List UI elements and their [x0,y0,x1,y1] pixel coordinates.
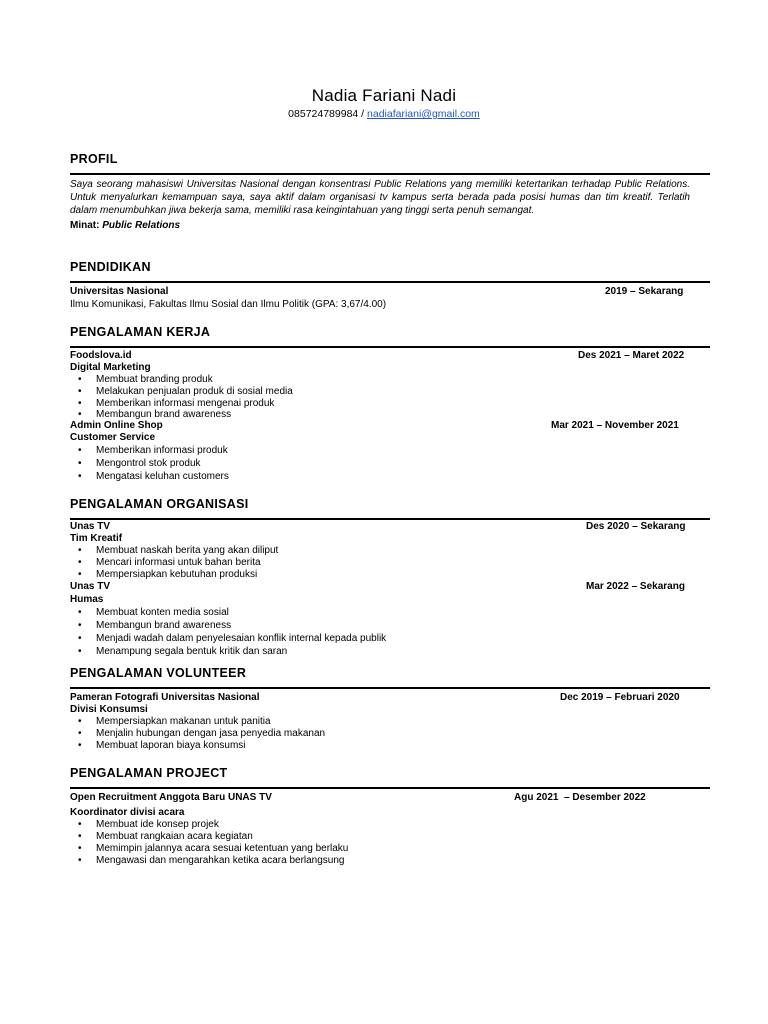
org-role: Tim Kreatif [70,533,123,544]
list-item: • Membangun brand awareness [70,619,710,632]
list-item: • Membuat ide konsep projek [70,819,710,831]
list-item: • Mengontrol stok produk [70,457,710,470]
work-duties-list [70,374,710,420]
org-duties-list [70,606,710,658]
project-entry-header [70,792,710,804]
education-detail: Ilmu Komunikasi, Fakultas Ilmu Sosial dan Ilmu Politik (GPA: 3,67/4.00) [70,299,387,310]
list-item: • Membuat rangkaian acara kegiatan [70,831,710,843]
work-organization: Admin Online Shop [70,420,163,431]
list-item: • Mempersiapkan kebutuhan produksi [70,569,710,581]
volunteer-duties-list [70,716,710,752]
volunteer-entry-header [70,692,710,704]
section-volunteer [70,666,710,752]
phone-number: 085724789984 [288,108,359,120]
volunteer-role: Divisi Konsumsi [70,704,148,715]
org-role: Humas [70,594,104,605]
education-row [70,286,710,298]
volunteer-period: Dec 2019 – Februari 2020 [560,692,680,703]
project-role: Koordinator divisi acara [70,807,185,818]
education-institution: Universitas Nasional [70,286,169,297]
section-title-kerja: PENGALAMAN KERJA [70,325,710,348]
applicant-name: Nadia Fariani Nadi [311,86,457,105]
email-link[interactable]: nadiafariani@gmail.com [367,108,480,120]
list-item: • Menampung segala bentuk kritik dan saran [70,645,710,658]
list-item: • Mempersiapkan makanan untuk panitia [70,716,710,728]
list-item: • Memberikan informasi mengenai produk [70,398,710,410]
education-period: 2019 – Sekarang [605,286,684,297]
org-entry-header [70,581,710,593]
section-title-pendidikan: PENDIDIKAN [70,260,710,283]
org-entry-header [70,521,710,533]
work-period: Des 2021 – Maret 2022 [578,350,685,361]
section-project [70,766,710,867]
section-title-organisasi: PENGALAMAN ORGANISASI [70,497,710,520]
work-entry-header [70,420,710,432]
list-item: • Mengawasi dan mengarahkan ketika acara berlangsung [70,855,710,867]
org-name: Unas TV [70,581,111,592]
list-item: • Mencari informasi untuk bahan berita [70,557,710,569]
section-profil [70,152,710,231]
work-organization: Foodslova.id [70,350,132,361]
list-item: • Menjadi wadah dalam penyelesaian konflik internal kepada publik [70,632,710,645]
contact-separator: / [358,108,368,120]
work-role: Customer Service [70,432,156,443]
list-item: • Membuat branding produk [70,374,710,386]
list-item: • Memberikan informasi produk [70,444,710,457]
interest-label: Minat: [70,220,100,231]
section-kerja [70,325,710,483]
work-entry-header [70,350,710,362]
work-role: Digital Marketing [70,362,151,373]
org-name: Unas TV [70,521,111,532]
project-duties-list [70,819,710,867]
org-period: Mar 2022 – Sekarang [586,581,685,592]
section-pendidikan [70,260,710,311]
list-item: • Menjalin hubungan dengan jasa penyedia makanan [70,728,710,740]
work-period: Mar 2021 – November 2021 [551,420,679,431]
interest-line [70,220,710,231]
org-period: Des 2020 – Sekarang [586,521,686,532]
list-item: • Membuat laporan biaya konsumsi [70,740,710,752]
contact-line [0,108,768,120]
list-item: • Melakukan penjualan produk di sosial media [70,386,710,398]
interest-value: Public Relations [102,220,181,231]
section-organisasi [70,497,710,658]
project-period: Agu 2021 – Desember 2022 [514,792,646,803]
work-duties-list [70,444,710,483]
project-name: Open Recruitment Anggota Baru UNAS TV [70,792,272,803]
list-item: • Membangun brand awareness [70,410,710,420]
section-title-volunteer: PENGALAMAN VOLUNTEER [70,666,710,689]
volunteer-event: Pameran Fotografi Universitas Nasional [70,692,260,703]
list-item: • Mengatasi keluhan customers [70,470,710,483]
section-title-profil: PROFIL [70,152,710,175]
profile-summary: Saya seorang mahasiswi Universitas Nasional dengan konsentrasi Public Relations yang memiliki ketertarikan terhadap Public Relations. Untuk menyalurkan kemampuan saya, saya aktif dalam organisasi tv kampus serta berada pada posisi humas dan tim kreatif. Terlatih dalam menumbuhkan jiwa bekerja sama, memiliki rasa keingintahuan yang tinggi serta penuh semangat. [70,179,690,216]
list-item: • Membuat konten media sosial [70,606,710,619]
list-item: • Memimpin jalannya acara sesuai ketentuan yang berlaku [70,843,710,855]
list-item: • Membuat naskah berita yang akan diliput [70,545,710,557]
section-title-project: PENGALAMAN PROJECT [70,766,710,789]
org-duties-list [70,545,710,581]
